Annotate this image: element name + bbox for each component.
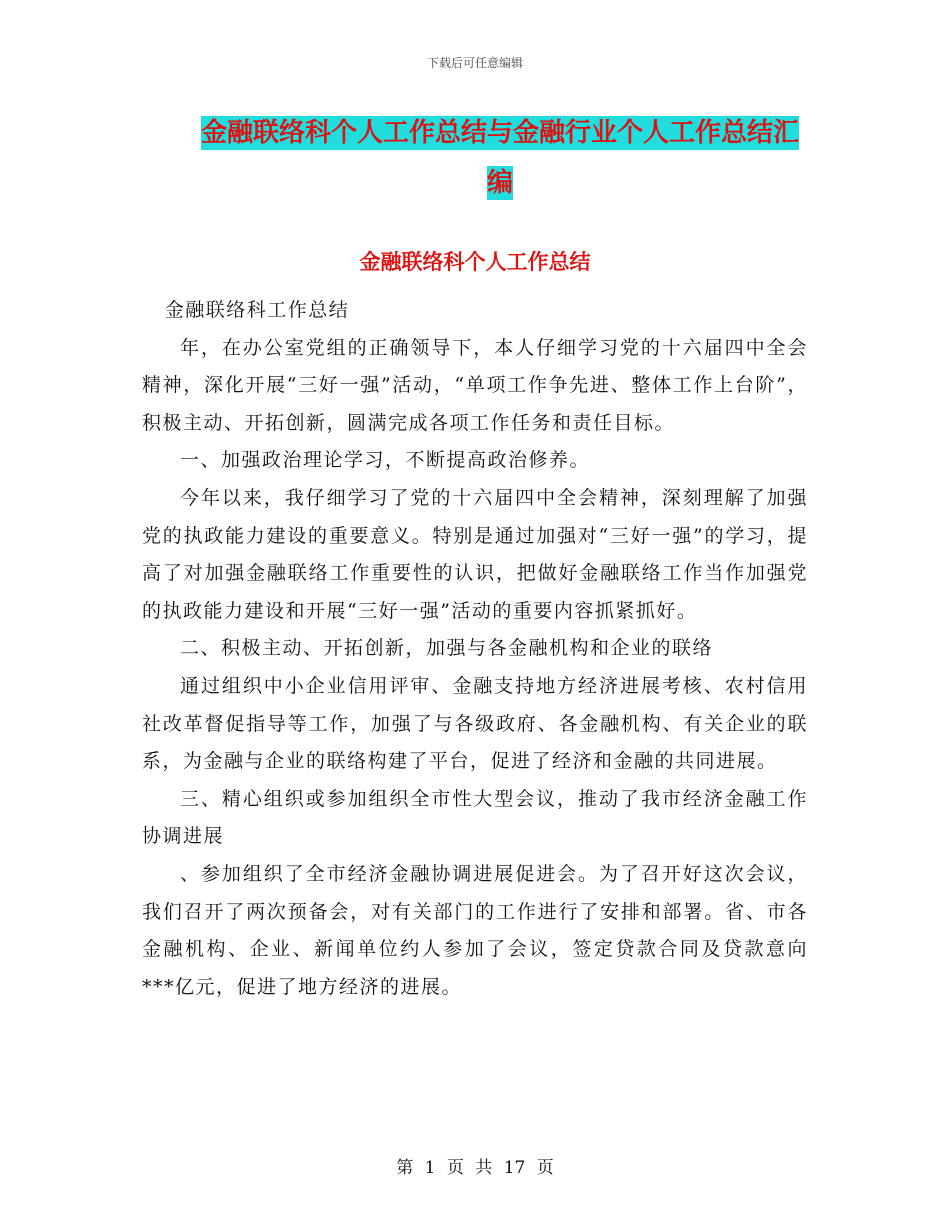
paragraph-heading: 二、积极主动、开拓创新，加强与各金融机构和企业的联络 <box>180 637 714 660</box>
paragraph-subtitle: 金融联络科工作总结 <box>164 299 350 321</box>
page-number-footer: 第 1 页 共 17 页 <box>396 1158 554 1178</box>
section-title: 金融联络科个人工作总结 <box>359 250 591 274</box>
paragraph-heading: 三、精心组织或参加组织全市性大型会议，推动了我市经济金融工作协调进展 <box>142 787 808 848</box>
paragraph: 今年以来，我仔细学习了党的十六届四中全会精神，深刻理解了加强党的执政能力建设的重要意义。特别是通过加强对“三好一强”的学习，提高了对加强金融联络工作重要性的认识，把做好金融联络工作当作加强党的执政能力建设和开展“三好一强”活动的重要内容抓紧抓好。 <box>142 486 808 622</box>
document-body <box>142 292 808 1006</box>
paragraph: 、参加组织了全市经济金融协调进展促进会。为了召开好这次会议，我们召开了两次预备会，对有关部门的工作进行了安排和部署。省、市各金融机构、企业、新闻单位约人参加了会议，签定贷款合同及贷款意向***亿元，促进了地方经济的进展。 <box>142 862 808 998</box>
document-title <box>150 108 850 208</box>
paragraph: 年，在办公室党组的正确领导下，本人仔细学习党的十六届四中全会精神，深化开展“三好一强”活动，“单项工作争先进、整体工作上台阶”，积极主动、开拓创新，圆满完成各项工作任务和责任目标。 <box>142 336 808 434</box>
document-title-line2: 编 <box>486 168 513 198</box>
document-title-line1: 金融联络科个人工作总结与金融行业个人工作总结汇 <box>200 118 799 148</box>
header-note: 下载后可任意编辑 <box>426 56 523 70</box>
paragraph-heading: 一、加强政治理论学习，不断提高政治修养。 <box>180 449 591 472</box>
paragraph: 通过组织中小企业信用评审、金融支持地方经济进展考核、农村信用社改革督促指导等工作，加强了与各级政府、各金融机构、有关企业的联系，为金融与企业的联络构建了平台，促进了经济和金融的共同进展。 <box>142 674 808 773</box>
